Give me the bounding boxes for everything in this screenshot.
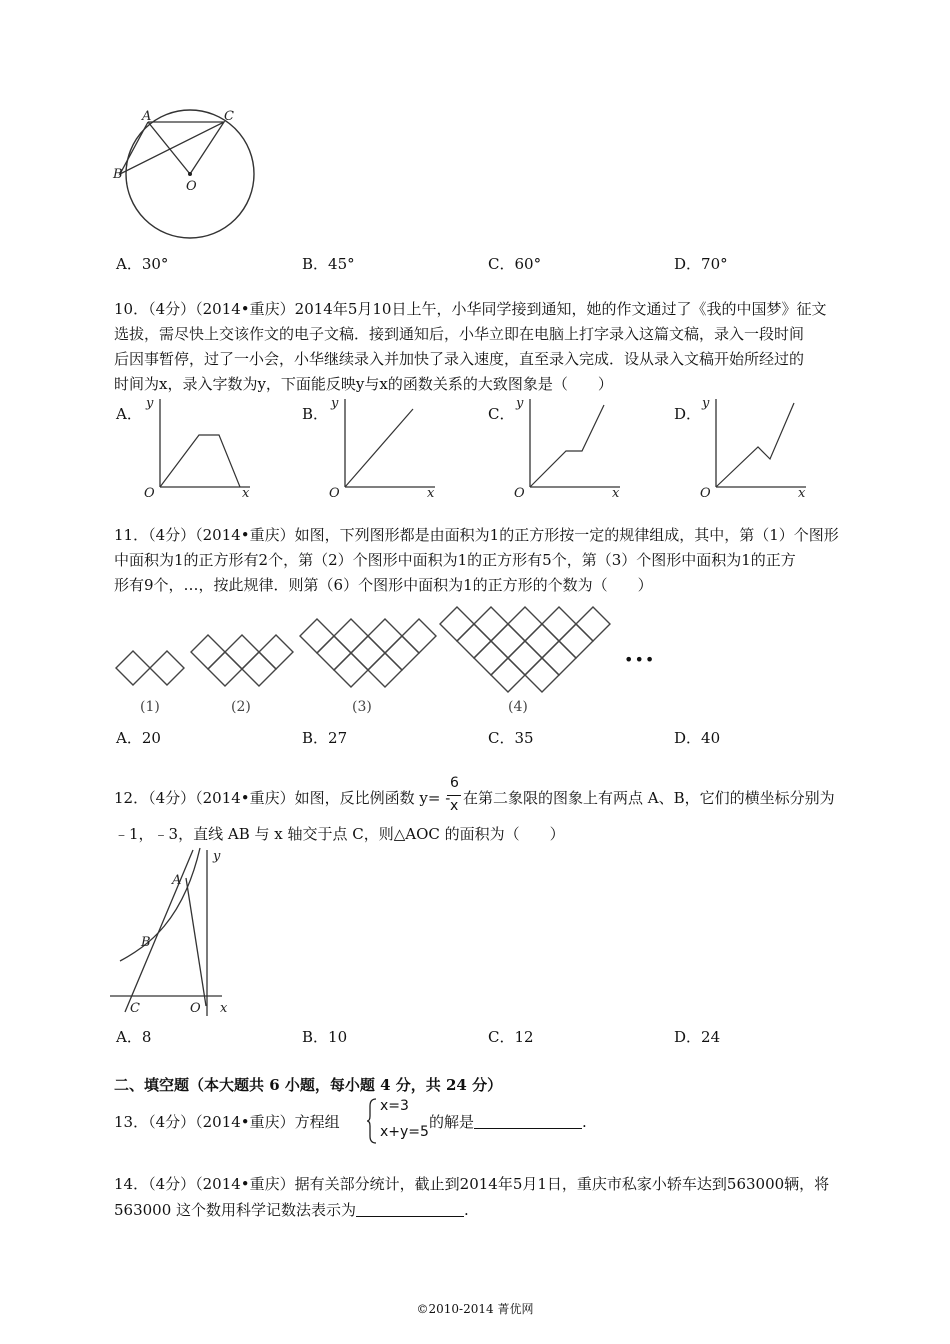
- q12-line2: ﹣1，﹣3，直线 AB 与 x 轴交于点 C，则△AOC 的面积为（ ）: [114, 825, 565, 843]
- q9-option-c: C．60°: [488, 255, 542, 273]
- q10d-y-label: y: [702, 396, 710, 411]
- footer-copyright: ©2010-2014 菁优网: [416, 1302, 534, 1316]
- q10-option-b-label: B．: [302, 405, 329, 423]
- q10-option-d-label: D．: [674, 405, 702, 423]
- q10-graph-b: [325, 395, 445, 505]
- q9-label-o: O: [186, 179, 197, 194]
- q14-end: .: [464, 1201, 469, 1219]
- q11-figure-4: [440, 606, 610, 694]
- q9-option-b: B．45°: [302, 255, 355, 273]
- q11-figure-1: [116, 650, 186, 690]
- q10-graph-a: [140, 395, 260, 505]
- q13-suffix: [429, 1110, 587, 1135]
- q9-option-a: A．30°: [116, 255, 169, 273]
- q11-figure-label-3: (3): [352, 699, 372, 715]
- q13-answer-blank[interactable]: [474, 1112, 582, 1129]
- q12-label-x: x: [220, 1001, 228, 1016]
- q10b-y-label: y: [331, 396, 339, 411]
- q13-brace: [366, 1098, 378, 1144]
- q14-line1: 14．（4分）（2014•重庆）据有关部分统计，截止到2014年5月1日，重庆市私家小轿车达到563000辆，将: [114, 1175, 830, 1193]
- q11-line: 中面积为1的正方形有2个，第（2）个图形中面积为1的正方形有5个，第（3）个图形中面积为1的正方: [114, 551, 796, 569]
- q14-line2-prefix: 563000 这个数用科学记数法表示为: [114, 1201, 357, 1219]
- q13-suffix-text: 的解是: [429, 1113, 475, 1131]
- q13-end: .: [582, 1113, 587, 1131]
- q10-line: 10．（4分）（2014•重庆）2014年5月10日上午，小华同学接到通知，她的作文通过了《我的中国梦》征文: [114, 300, 827, 318]
- q11-option-c: C．35: [488, 729, 534, 747]
- q11-figure-label-2: (2): [231, 699, 251, 715]
- q12-label-a: A: [172, 873, 182, 888]
- q11-figure-label-4: (4): [508, 699, 528, 715]
- q10-option-c-label: C．: [488, 405, 515, 423]
- q10-line: 时间为x，录入字数为y，下面能反映y与x的函数关系的大致图象是（ ）: [114, 375, 613, 393]
- q11-figure-2: [191, 634, 293, 690]
- q12-frac-den: x: [450, 798, 459, 814]
- q10c-x-label: x: [612, 486, 620, 501]
- q11-option-a: A．20: [116, 729, 161, 747]
- q10b-x-label: x: [427, 486, 435, 501]
- q10c-y-label: y: [516, 396, 524, 411]
- q10-option-a-label: A．: [116, 405, 142, 423]
- q12-figure: [108, 846, 238, 1016]
- q12-line1-before: 12．（4分）（2014•重庆）如图，反比例函数 y= -: [114, 789, 451, 807]
- q12-option-a: A．8: [116, 1028, 152, 1046]
- q10d-origin-label: O: [700, 486, 711, 501]
- q11-question: [114, 523, 862, 598]
- q10-line: 选拔，需尽快上交该作文的电子文稿．接到通知后，小华立即在电脑上打字录入这篇文稿，录入一段时间: [114, 325, 805, 343]
- q11-figure-label-1: (1): [140, 699, 160, 715]
- q10d-x-label: x: [798, 486, 806, 501]
- q11-line: 11．（4分）（2014•重庆）如图，下列图形都是由面积为1的正方形按一定的规律组成，其中，第（1）个图形: [114, 526, 839, 544]
- q11-option-d: D．40: [674, 729, 721, 747]
- q13-prefix: 13．（4分）（2014•重庆）方程组: [114, 1113, 340, 1131]
- q11-option-b: B．27: [302, 729, 348, 747]
- q10-graph-c: [510, 395, 630, 505]
- q13-eq2: x+y=5: [380, 1124, 429, 1140]
- q10a-origin-label: O: [144, 486, 155, 501]
- q13-eq1: x=3: [380, 1098, 409, 1114]
- q12-label-c: C: [130, 1001, 140, 1016]
- q10-graph-d: [696, 395, 816, 505]
- q9-label-b: B: [113, 167, 123, 182]
- q12-option-c: C．12: [488, 1028, 534, 1046]
- q10a-y-label: y: [146, 396, 154, 411]
- q14-answer-blank[interactable]: [356, 1200, 464, 1217]
- q10a-x-label: x: [242, 486, 250, 501]
- q11-line: 形有9个，…，按此规律．则第（6）个图形中面积为1的正方形的个数为（ ）: [114, 576, 653, 594]
- q9-circle-figure: [108, 104, 258, 244]
- q12-label-o: O: [190, 1001, 201, 1016]
- q12-frac-num: 6: [450, 775, 459, 791]
- q10b-origin-label: O: [329, 486, 340, 501]
- q12-label-b: B: [141, 935, 151, 950]
- q12-label-y: y: [213, 849, 221, 864]
- q9-label-a: A: [142, 109, 152, 124]
- q12-line1-after: 在第二象限的图象上有两点 A、B，它们的横坐标分别为: [463, 789, 835, 807]
- q14-line2: [114, 1198, 469, 1223]
- q9-option-d: D．70°: [674, 255, 728, 273]
- q9-label-c: C: [224, 109, 234, 124]
- q12-option-d: D．24: [674, 1028, 721, 1046]
- q10-question: [114, 297, 862, 397]
- section-2-heading: 二、填空题（本大题共 6 小题，每小题 4 分，共 24 分）: [114, 1076, 503, 1094]
- q10c-origin-label: O: [514, 486, 525, 501]
- q11-ellipsis: •••: [624, 650, 656, 669]
- q11-figure-3: [300, 618, 436, 690]
- q10-line: 后因事暂停，过了一小会，小华继续录入并加快了录入速度，直至录入完成．设从录入文稿开始所经过的: [114, 350, 805, 368]
- q12-option-b: B．10: [302, 1028, 348, 1046]
- q12-frac-bar: [447, 795, 461, 796]
